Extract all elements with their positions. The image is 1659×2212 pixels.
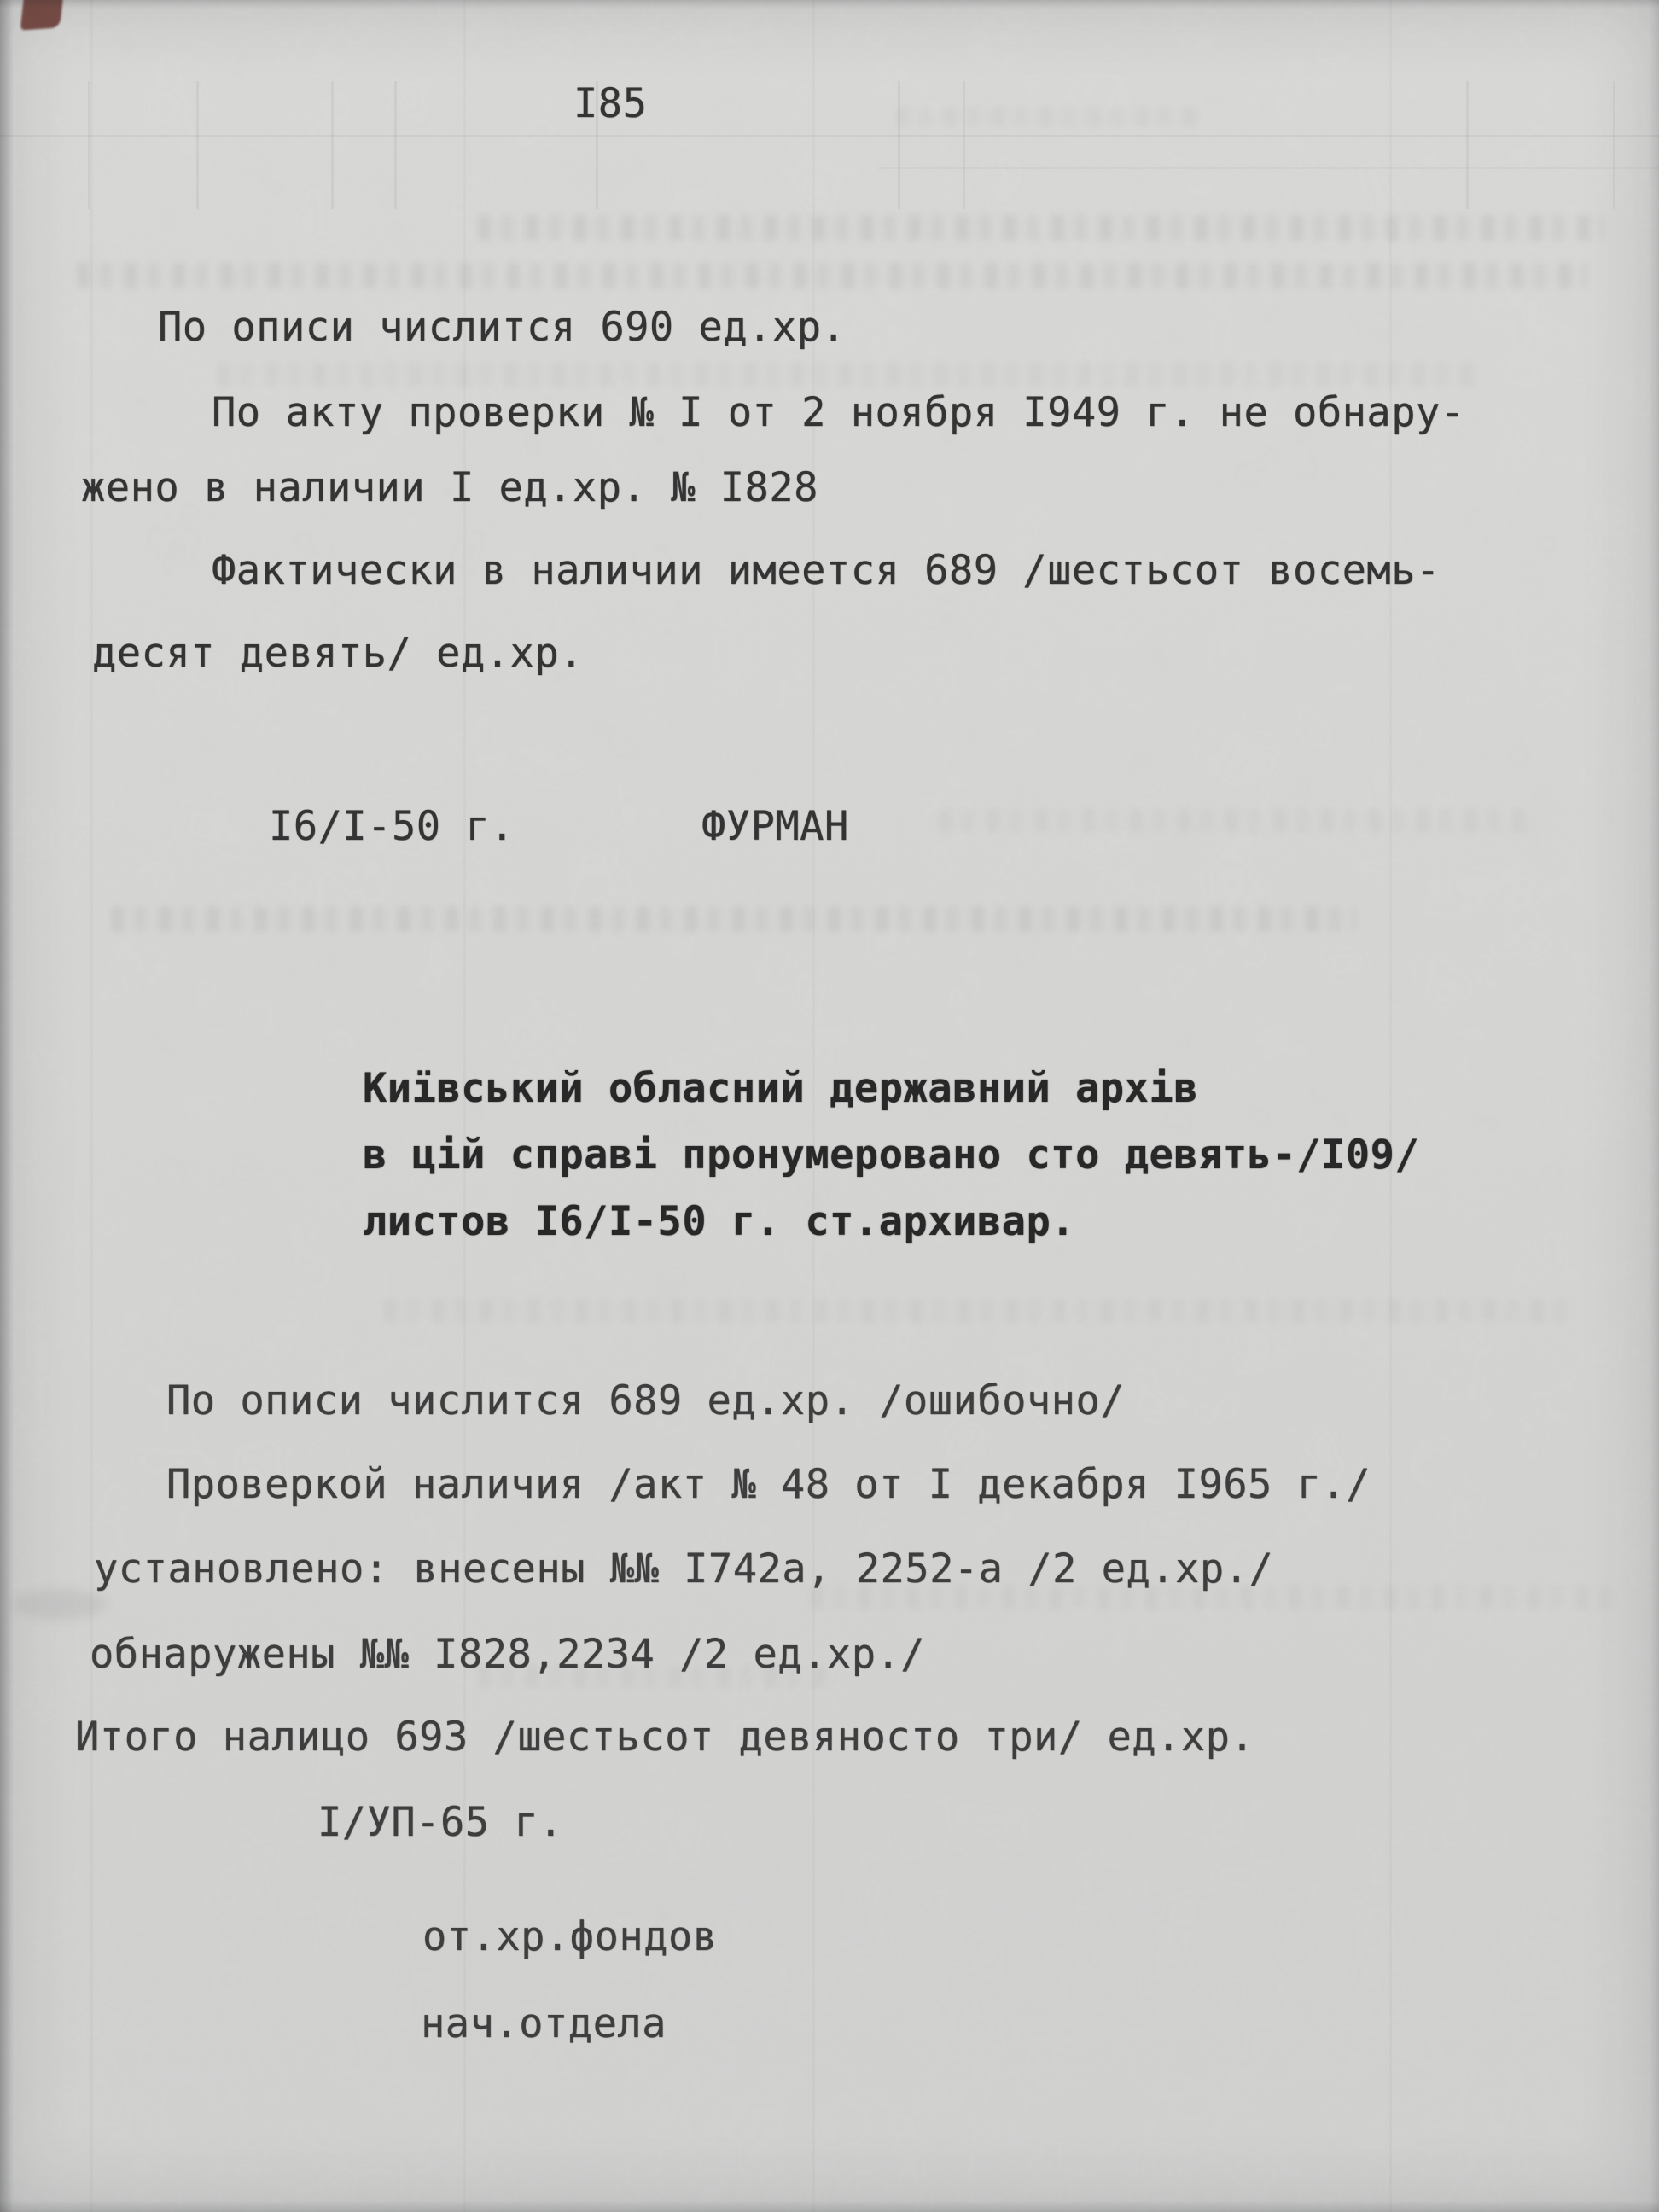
record-1950-para3-line2: десят девять/ ед.хр. <box>92 630 584 677</box>
record-1965-sign-line1: от.хр.фондов <box>422 1913 718 1960</box>
archive-note-ua-line3: листов I6/I-50 г. ст.архивар. <box>363 1198 1076 1245</box>
showthrough-rule-vertical <box>196 81 199 209</box>
bleedthrough-text <box>111 906 1357 932</box>
bleedthrough-text <box>939 809 1536 833</box>
bleedthrough-text <box>896 108 1203 126</box>
paper-fold-line <box>1389 0 1392 2212</box>
showthrough-rule-vertical <box>1613 81 1615 209</box>
showthrough-rule-vertical <box>1466 81 1469 209</box>
record-1950-para3-line1: Фактически в наличии имеется 689 /шестьсот восемь- <box>212 547 1441 594</box>
record-1950-para2-line1: По акту проверки № I от 2 ноября I949 г. не обнару- <box>212 389 1465 436</box>
binding-corner-mark <box>20 0 64 31</box>
record-1965-para5: Итого налицо 693 /шестьсот девяносто три/ ед.хр. <box>75 1714 1255 1761</box>
paper-fold-line <box>90 0 93 2212</box>
bleedthrough-text <box>478 215 1604 241</box>
record-1965-para1: По описи числится 689 ед.хр. /ошибочно/ <box>166 1377 1126 1424</box>
archive-note-ua-line2: в цій справі пронумеровано сто девять-/I09/ <box>363 1132 1420 1179</box>
page-edge-shadow-left <box>0 0 14 2212</box>
record-1965-date: I/УП-65 г. <box>317 1799 563 1846</box>
showthrough-rule-horizontal-short <box>879 167 1659 169</box>
showthrough-rule-vertical <box>898 81 900 209</box>
archive-note-ua-line1: Київський обласний державний архів <box>363 1065 1199 1112</box>
showthrough-rule-vertical <box>963 81 965 209</box>
bleedthrough-text <box>384 1299 1579 1323</box>
record-1965-para4: обнаружены №№ I828,2234 /2 ед.хр./ <box>90 1631 926 1678</box>
showthrough-rule-vertical <box>394 81 397 209</box>
showthrough-rule-horizontal <box>0 135 1659 137</box>
record-1950-para1: По описи числится 690 ед.хр. <box>158 304 847 351</box>
page-edge-shadow-right <box>1649 0 1659 2212</box>
page-edge-shadow-top <box>0 0 1659 9</box>
page-edge-shadow-bottom <box>0 2200 1659 2212</box>
record-1965-sign-line2: нач.отдела <box>421 2000 667 2047</box>
record-1950-para2-line2: жено в наличии I ед.хр. № I828 <box>81 464 818 511</box>
record-1965-para3: установлено: внесены №№ I742а, 2252-а /2 ед.хр./ <box>94 1545 1274 1592</box>
bleedthrough-text <box>77 263 1587 288</box>
page-number: I85 <box>573 80 648 127</box>
margin-pencil-mark <box>13 1589 107 1620</box>
showthrough-rule-vertical <box>331 81 334 209</box>
record-1965-para2: Проверкой наличия /акт № 48 от I декабря I965 г./ <box>166 1461 1371 1508</box>
record-1950-date: I6/I-50 г. <box>269 803 515 850</box>
bleedthrough-text <box>218 363 1481 387</box>
record-1950-signature: ФУРМАН <box>701 803 849 850</box>
